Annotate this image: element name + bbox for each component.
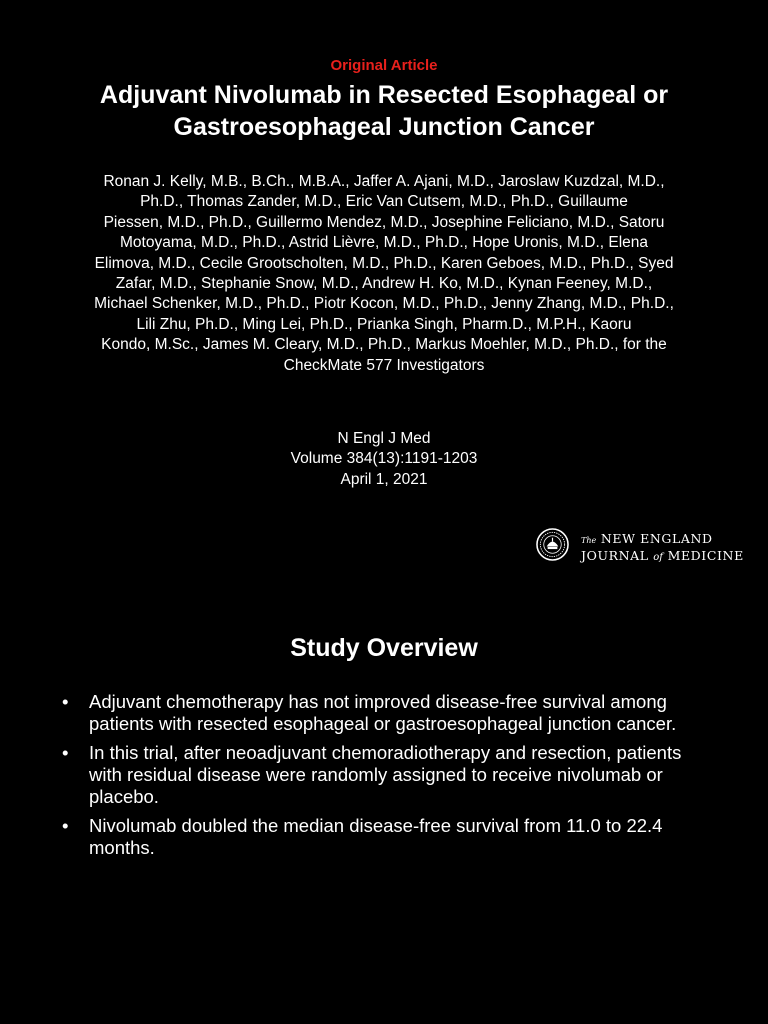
journal-name: N Engl J Med: [337, 430, 431, 447]
author-line: Zafar, M.D., Stephanie Snow, M.D., Andrew H. Ko, M.D., Kynan Feeney, M.D.,: [115, 275, 653, 293]
nejm-logo: [536, 526, 746, 564]
bullet-text: In this trial, after neoadjuvant chemoradiotherapy and resection, patients with residual disease were randomly assigned to receive nivolumab or placebo.: [89, 742, 682, 807]
study-overview-heading: Study Overview: [290, 634, 478, 662]
article-type-label: Original Article: [330, 57, 438, 74]
author-line: Ph.D., Thomas Zander, M.D., Eric Van Cutsem, M.D., Ph.D., Guillaume: [140, 193, 628, 211]
logo-journal: JOURNAL: [581, 548, 649, 563]
publication-date: April 1, 2021: [340, 470, 428, 488]
title-line: Gastroesophageal Junction Cancer: [173, 113, 595, 141]
overview-bullets: [58, 691, 718, 866]
logo-medicine: MEDICINE: [667, 548, 744, 563]
bullet-marker: •: [62, 815, 69, 836]
bullet-text: Nivolumab doubled the median disease-free survival from 11.0 to 22.4 months.: [89, 815, 663, 858]
author-line: Michael Schenker, M.D., Ph.D., Piotr Kocon, M.D., Ph.D., Jenny Zhang, M.D., Ph.D.,: [94, 295, 674, 313]
nejm-seal-icon: [536, 528, 569, 561]
bullet-marker: •: [62, 742, 69, 763]
title-line: Adjuvant Nivolumab in Resected Esophageal or: [99, 81, 669, 109]
logo-line1: NEW ENGLAND: [600, 531, 713, 546]
author-line: Ronan J. Kelly, M.B., B.Ch., M.B.A., Jaffer A. Ajani, M.D., Jaroslaw Kuzdzal, M.D.,: [103, 173, 665, 190]
author-line: Lili Zhu, Ph.D., Ming Lei, Ph.D., Prianka Singh, Pharm.D., M.P.H., Kaoru: [136, 315, 632, 333]
article-title: [40, 79, 728, 143]
journal-volume: Volume 384(13):1191-1203: [290, 450, 478, 468]
list-item: [58, 815, 718, 859]
citation-block: [0, 429, 768, 490]
list-item: [58, 742, 718, 808]
bullet-marker: •: [62, 691, 69, 712]
author-line: Kondo, M.Sc., James M. Cleary, M.D., Ph.D., Markus Moehler, M.D., Ph.D., for the: [101, 336, 667, 354]
author-line: Motoyama, M.D., Ph.D., Astrid Lièvre, M.D., Ph.D., Hope Uronis, M.D., Elena: [119, 234, 649, 252]
logo-prefix: The: [581, 536, 597, 545]
nejm-wordmark: [581, 531, 744, 565]
list-item: [58, 691, 718, 735]
author-list: [52, 172, 716, 376]
logo-of: of: [653, 552, 663, 563]
author-line: CheckMate 577 Investigators: [283, 356, 485, 374]
author-line: Elimova, M.D., Cecile Grootscholten, M.D., Ph.D., Karen Geboes, M.D., Ph.D., Syed: [94, 254, 674, 272]
bullet-text: Adjuvant chemotherapy has not improved disease-free survival among patients with resected esophageal or gastroesophageal junction cancer.: [89, 691, 677, 734]
author-line: Piessen, M.D., Ph.D., Guillermo Mendez, M.D., Josephine Feliciano, M.D., Satoru: [103, 213, 665, 231]
